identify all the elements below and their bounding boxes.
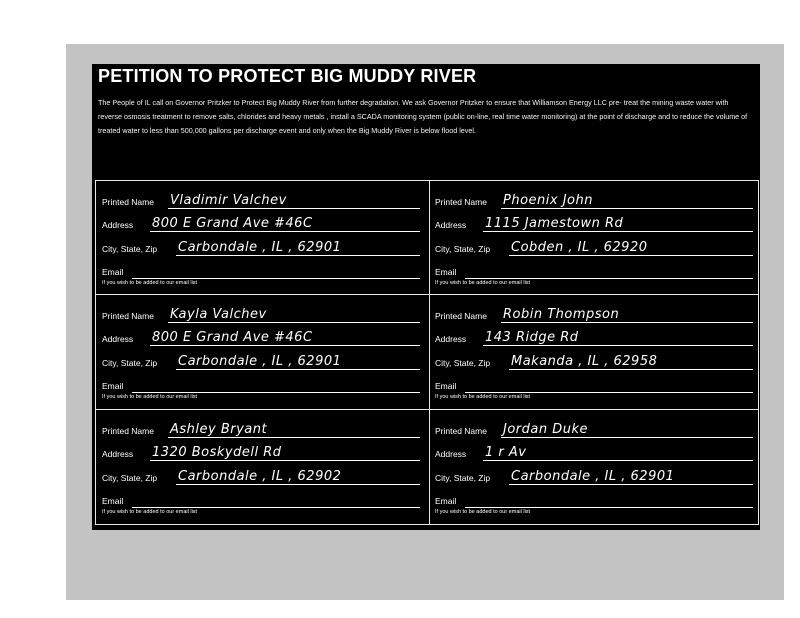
address-underline xyxy=(483,231,753,232)
city-underline xyxy=(176,484,420,485)
address-field[interactable] xyxy=(435,330,753,346)
signature-entry xyxy=(102,410,426,522)
signature-entry xyxy=(102,181,426,293)
signature-entry xyxy=(435,295,759,407)
city-field[interactable] xyxy=(102,354,420,370)
email-label: Email xyxy=(435,267,457,277)
name-field[interactable] xyxy=(102,307,420,323)
name-label: Printed Name xyxy=(435,311,487,321)
name-field[interactable] xyxy=(102,422,420,438)
city-underline xyxy=(509,369,753,370)
city-value: Carbondale , IL , 62901 xyxy=(178,240,342,255)
city-underline xyxy=(176,369,420,370)
name-label: Printed Name xyxy=(102,197,154,207)
email-field[interactable] xyxy=(102,263,420,279)
email-field[interactable] xyxy=(435,263,753,279)
address-value: 800 E Grand Ave #46C xyxy=(152,330,313,345)
name-value: Jordan Duke xyxy=(503,422,588,437)
address-label: Address xyxy=(435,334,467,344)
address-value: 1320 Boskydell Rd xyxy=(152,445,282,460)
city-field[interactable] xyxy=(435,469,753,485)
name-value: Vladimir Valchev xyxy=(170,193,287,208)
city-label: City, State, Zip xyxy=(102,358,158,368)
name-underline xyxy=(168,322,420,323)
email-underline xyxy=(132,278,420,279)
address-label: Address xyxy=(102,334,134,344)
address-underline xyxy=(150,345,420,346)
name-label: Printed Name xyxy=(102,426,154,436)
name-field[interactable] xyxy=(435,307,753,323)
name-value: Robin Thompson xyxy=(503,307,620,322)
city-label: City, State, Zip xyxy=(435,473,491,483)
name-value: Ashley Bryant xyxy=(170,422,268,437)
city-field[interactable] xyxy=(435,354,753,370)
city-underline xyxy=(509,484,753,485)
address-value: 1115 Jamestown Rd xyxy=(485,216,624,231)
email-list-note: If you wish to be added to our email list xyxy=(102,394,198,400)
signature-entry xyxy=(435,410,759,522)
address-field[interactable] xyxy=(102,330,420,346)
name-field[interactable] xyxy=(102,193,420,209)
petition-sheet xyxy=(92,64,760,530)
email-underline xyxy=(465,507,753,508)
email-label: Email xyxy=(102,496,124,506)
email-list-note: If you wish to be added to our email list xyxy=(102,509,198,515)
city-value: Carbondale , IL , 62901 xyxy=(178,354,342,369)
email-list-note: If you wish to be added to our email list xyxy=(102,280,198,286)
city-value: Cobden , IL , 62920 xyxy=(511,240,648,255)
signature-grid xyxy=(95,180,759,525)
address-label: Address xyxy=(102,449,134,459)
city-label: City, State, Zip xyxy=(435,358,491,368)
name-field[interactable] xyxy=(435,193,753,209)
address-label: Address xyxy=(102,220,134,230)
email-field[interactable] xyxy=(435,377,753,393)
city-label: City, State, Zip xyxy=(435,244,491,254)
email-field[interactable] xyxy=(102,492,420,508)
city-field[interactable] xyxy=(102,469,420,485)
city-label: City, State, Zip xyxy=(102,244,158,254)
city-underline xyxy=(509,255,753,256)
name-field[interactable] xyxy=(435,422,753,438)
name-value: Kayla Valchev xyxy=(170,307,267,322)
address-underline xyxy=(150,460,420,461)
email-field[interactable] xyxy=(435,492,753,508)
email-label: Email xyxy=(102,267,124,277)
city-underline xyxy=(176,255,420,256)
city-field[interactable] xyxy=(102,240,420,256)
name-label: Printed Name xyxy=(435,197,487,207)
name-underline xyxy=(168,437,420,438)
address-value: 800 E Grand Ave #46C xyxy=(152,216,313,231)
address-field[interactable] xyxy=(102,216,420,232)
city-value: Carbondale , IL , 62901 xyxy=(511,469,675,484)
name-label: Printed Name xyxy=(102,311,154,321)
city-value: Carbondale , IL , 62902 xyxy=(178,469,342,484)
email-list-note: If you wish to be added to our email list xyxy=(435,509,531,515)
name-underline xyxy=(168,208,420,209)
petition-title: PETITION TO PROTECT BIG MUDDY RIVER xyxy=(98,66,477,86)
name-underline xyxy=(501,322,753,323)
email-label: Email xyxy=(102,381,124,391)
name-label: Printed Name xyxy=(435,426,487,436)
signature-entry xyxy=(435,181,759,293)
email-underline xyxy=(465,278,753,279)
city-value: Makanda , IL , 62958 xyxy=(511,354,658,369)
address-underline xyxy=(483,460,753,461)
email-list-note: If you wish to be added to our email list xyxy=(435,394,531,400)
name-underline xyxy=(501,208,753,209)
address-field[interactable] xyxy=(435,445,753,461)
email-list-note: If you wish to be added to our email list xyxy=(435,280,531,286)
address-underline xyxy=(483,345,753,346)
address-field[interactable] xyxy=(435,216,753,232)
petition-statement: The People of IL call on Governor Pritzker to Protect Big Muddy River from further degradation. We ask Governor Pritzker to ensure that Williamson Energy LLC pre- treat the mining waste water with reverse osmosis treatment to remove salts, chlorides and heavy metals , install a SCADA monitoring system (public on-line, real time water monitoring) at the point of discharge and to reduce the volume of treated water to less than 500,000 gallons per discharge event and only when the Big Muddy River is below flood level. xyxy=(98,98,748,135)
email-label: Email xyxy=(435,381,457,391)
column-divider xyxy=(429,181,430,524)
address-label: Address xyxy=(435,449,467,459)
address-value: 1 r Av xyxy=(485,445,527,460)
signature-entry xyxy=(102,295,426,407)
email-underline xyxy=(132,392,420,393)
email-underline xyxy=(132,507,420,508)
city-label: City, State, Zip xyxy=(102,473,158,483)
city-field[interactable] xyxy=(435,240,753,256)
address-value: 143 Ridge Rd xyxy=(485,330,579,345)
name-underline xyxy=(501,437,753,438)
name-value: Phoenix John xyxy=(503,193,593,208)
email-underline xyxy=(465,392,753,393)
address-label: Address xyxy=(435,220,467,230)
email-label: Email xyxy=(435,496,457,506)
address-field[interactable] xyxy=(102,445,420,461)
address-underline xyxy=(150,231,420,232)
email-field[interactable] xyxy=(102,377,420,393)
